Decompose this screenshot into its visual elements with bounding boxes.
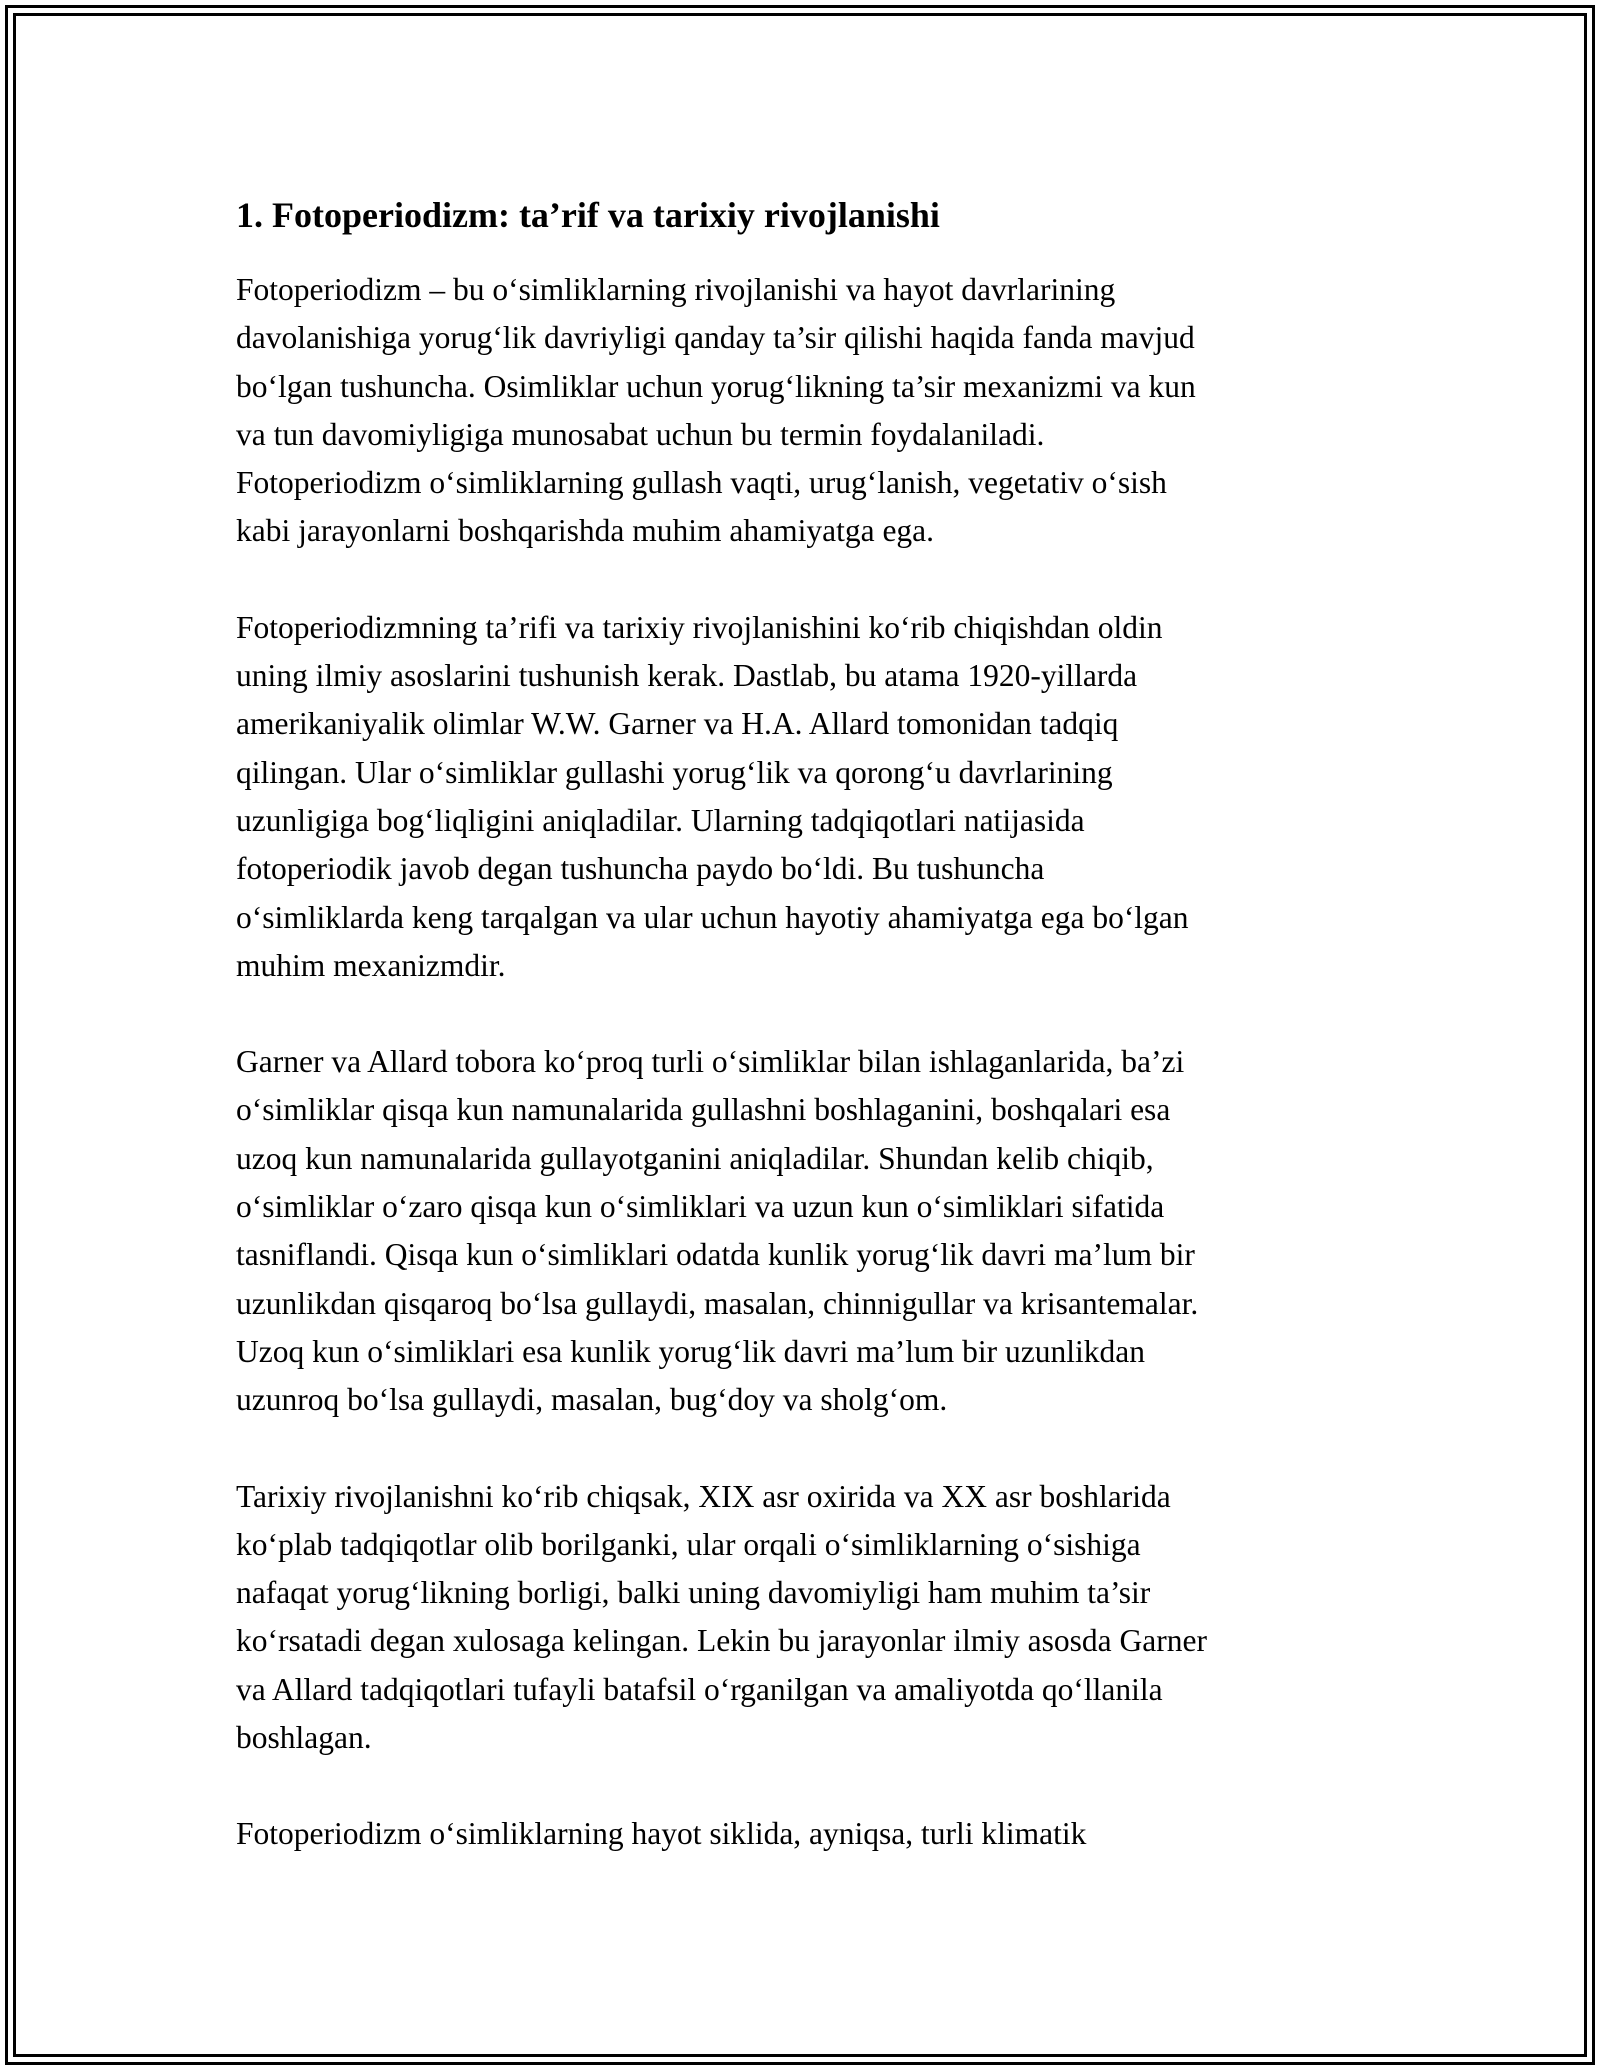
- text-line: tasniflandi. Qisqa kun o‘simliklari odatda kunlik yorug‘lik davri ma’lum bir: [236, 1237, 1195, 1273]
- text-line: qilingan. Ular o‘simliklar gullashi yorug‘lik va qorong‘u davrlarining: [236, 754, 1113, 790]
- text-line: Fotoperiodizm o‘simliklarning gullash vaqti, urug‘lanish, vegetativ o‘sish: [236, 465, 1167, 501]
- text-line: Fotoperiodizm – bu o‘simliklarning rivojlanishi va hayot davrlarining: [236, 272, 1116, 307]
- paragraph-classification: [236, 1038, 1366, 1424]
- text-line: boshlagan.: [236, 1720, 372, 1756]
- text-line: va Allard tadqiqotlari tufayli batafsil o‘rganilgan va amaliyotda qo‘llanila: [236, 1671, 1163, 1707]
- text-line: ko‘rsatadi degan xulosaga kelingan. Lekin bu jarayonlar ilmiy asosda Garner: [236, 1623, 1207, 1659]
- paragraph-origins: [236, 604, 1366, 990]
- document-body: [236, 190, 1366, 1907]
- text-line: o‘simliklar o‘zaro qisqa kun o‘simliklari va uzun kun o‘simliklari sifatida: [236, 1189, 1165, 1225]
- text-line: uning ilmiy asoslarini tushunish kerak. Dastlab, bu atama 1920-yillarda: [236, 658, 1138, 694]
- text-line: ko‘plab tadqiqotlar olib borilganki, ular orqali o‘simliklarning o‘sishiga: [236, 1526, 1141, 1562]
- text-line: bo‘lgan tushuncha. Osimliklar uchun yorug‘likning ta’sir mexanizmi va kun: [236, 368, 1196, 404]
- text-line: Uzoq kun o‘simliklari esa kunlik yorug‘lik davri ma’lum bir uzunlikdan: [236, 1333, 1145, 1369]
- paragraph-climatic: [236, 1810, 1366, 1858]
- text-line: o‘simliklarda keng tarqalgan va ular uchun hayotiy ahamiyatga ega bo‘lgan: [236, 899, 1189, 935]
- text-line: davolanishiga yorug‘lik davriyligi qanday ta’sir qilishi haqida fanda mavjud: [236, 320, 1195, 356]
- paragraph-definition: [236, 266, 1366, 556]
- text-line: o‘simliklar qisqa kun namunalarida gullashni boshlaganini, boshqalari esa: [236, 1092, 1171, 1128]
- text-line: uzoq kun namunalarida gullayotganini aniqladilar. Shundan kelib chiqib,: [236, 1140, 1154, 1176]
- text-line: muhim mexanizmdir.: [236, 947, 506, 983]
- text-line: Fotoperiodizmning ta’rifi va tarixiy rivojlanishini ko‘rib chiqishdan oldin: [236, 609, 1163, 645]
- text-line: Fotoperiodizm o‘simliklarning hayot siklida, ayniqsa, turli klimatik: [236, 1816, 1087, 1852]
- paragraph-history: [236, 1473, 1366, 1763]
- text-line: Tarixiy rivojlanishni ko‘rib chiqsak, XIX asr oxirida va XX asr boshlarida: [236, 1478, 1171, 1514]
- text-line: fotoperiodik javob degan tushuncha paydo bo‘ldi. Bu tushuncha: [236, 851, 1045, 887]
- text-line: amerikaniyalik olimlar W.W. Garner va H.A. Allard tomonidan tadqiq: [236, 706, 1119, 742]
- text-line: uzunlikdan qisqaroq bo‘lsa gullaydi, masalan, chinnigullar va krisantemalar.: [236, 1285, 1199, 1321]
- text-line: uzunroq bo‘lsa gullaydi, masalan, bug‘doy va sholg‘om.: [236, 1382, 948, 1418]
- text-line: kabi jarayonlarni boshqarishda muhim ahamiyatga ega.: [236, 513, 935, 549]
- text-line: nafaqat yorug‘likning borligi, balki uning davomiyligi ham muhim ta’sir: [236, 1575, 1151, 1611]
- section-heading: 1. Fotoperiodizm: ta’rif va tarixiy rivojlanishi: [236, 195, 940, 235]
- text-line: va tun davomiyligiga munosabat uchun bu termin foydalaniladi.: [236, 416, 1045, 452]
- text-line: Garner va Allard tobora ko‘proq turli o‘simliklar bilan ishlaganlarida, ba’zi: [236, 1044, 1185, 1080]
- text-line: uzunligiga bog‘liqligini aniqladilar. Ularning tadqiqotlari natijasida: [236, 802, 1085, 838]
